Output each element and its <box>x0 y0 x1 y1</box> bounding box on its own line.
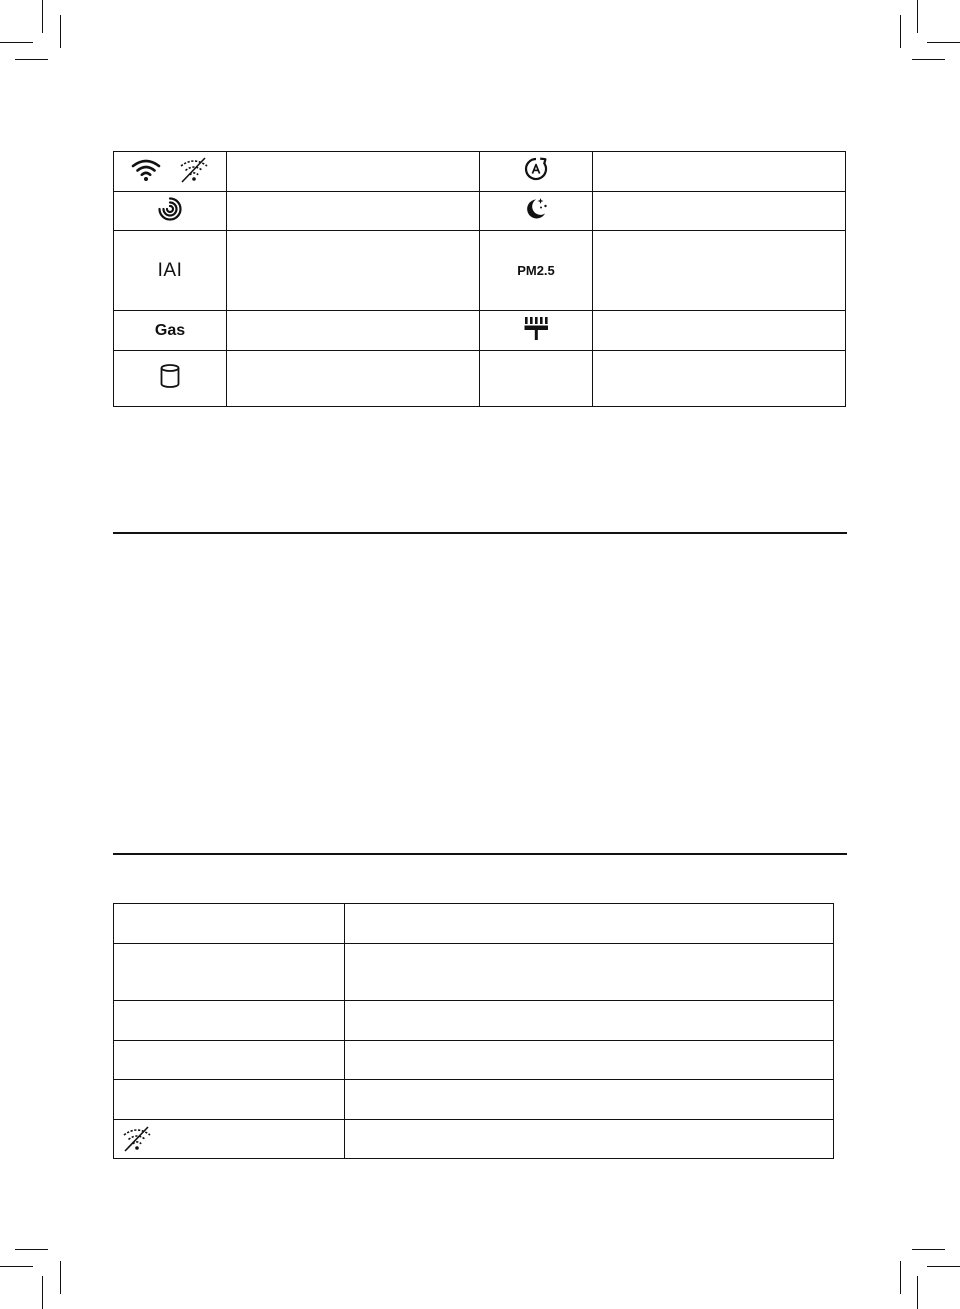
description-cell <box>227 152 480 192</box>
status-label-cell <box>114 1080 345 1120</box>
status-desc-cell <box>345 1120 834 1159</box>
table-row <box>114 1041 834 1080</box>
auto-mode-icon <box>523 156 549 182</box>
gas-indicator: Gas <box>154 321 186 339</box>
icon-cell <box>480 152 593 192</box>
table-row <box>114 311 846 351</box>
wifi-icon <box>131 158 161 182</box>
icon-legend-table <box>113 151 846 407</box>
description-cell <box>227 311 480 351</box>
section-divider <box>113 853 847 855</box>
icon-cell <box>480 351 593 407</box>
table-row <box>114 351 846 407</box>
icon-cell <box>480 231 593 311</box>
crop-mark <box>912 1249 945 1250</box>
status-desc-cell <box>345 944 834 1001</box>
status-desc-cell <box>345 904 834 944</box>
status-label-cell <box>114 944 345 1001</box>
status-desc-cell <box>345 1080 834 1120</box>
crop-mark <box>917 1276 918 1309</box>
status-desc-cell <box>345 1001 834 1041</box>
pre-filter-clean-icon <box>523 315 549 341</box>
icon-cell <box>114 231 227 311</box>
icon-cell <box>480 311 593 351</box>
wifi-off-icon <box>122 1126 152 1152</box>
icon-cell <box>114 192 227 231</box>
description-cell <box>593 351 846 407</box>
status-desc-cell <box>345 1041 834 1080</box>
status-label-cell <box>114 904 345 944</box>
crop-mark <box>60 1261 61 1294</box>
table-row <box>114 192 846 231</box>
table-row <box>114 1080 834 1120</box>
crop-mark <box>60 15 61 48</box>
crop-mark <box>927 42 960 43</box>
table-row <box>114 1120 834 1159</box>
description-cell <box>593 152 846 192</box>
crop-mark <box>15 1249 48 1250</box>
description-cell <box>593 192 846 231</box>
table-row <box>114 944 834 1001</box>
crop-mark <box>42 1276 43 1309</box>
crop-mark <box>927 1266 960 1267</box>
icon-cell <box>114 351 227 407</box>
crop-mark <box>917 0 918 33</box>
table-row <box>114 152 846 192</box>
crop-mark <box>15 59 48 60</box>
crop-mark <box>912 59 945 60</box>
wifi-off-icon <box>179 157 209 183</box>
icon-cell <box>114 311 227 351</box>
description-cell <box>593 311 846 351</box>
crop-mark <box>0 42 33 43</box>
description-cell <box>227 351 480 407</box>
crop-mark <box>900 1261 901 1294</box>
status-table <box>113 903 834 1159</box>
crop-mark <box>0 1266 33 1267</box>
status-label-cell <box>114 1001 345 1041</box>
filter-icon <box>159 363 181 389</box>
description-cell <box>227 231 480 311</box>
table-row <box>114 904 834 944</box>
sleep-mode-icon <box>523 196 549 222</box>
description-cell <box>227 192 480 231</box>
crop-mark <box>900 15 901 48</box>
pm25-indicator: PM2.5 <box>517 262 555 278</box>
turbo-mode-icon <box>157 196 183 222</box>
table-row <box>114 231 846 311</box>
icon-cell <box>114 152 227 192</box>
section-divider <box>113 532 847 534</box>
description-cell <box>593 231 846 311</box>
icon-cell <box>480 192 593 231</box>
iai-indicator: IAI <box>157 259 183 281</box>
status-label-cell <box>114 1120 345 1159</box>
status-label-cell <box>114 1041 345 1080</box>
crop-mark <box>42 0 43 33</box>
table-row <box>114 1001 834 1041</box>
